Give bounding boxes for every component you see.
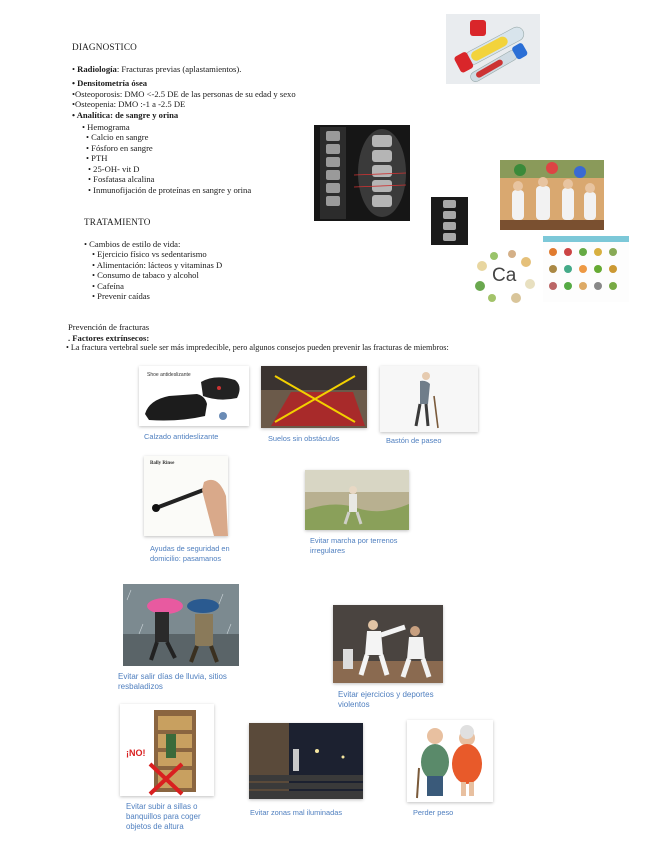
- spine-xray-image: [314, 125, 410, 221]
- caption-calzado: Calzado antideslizante: [144, 432, 219, 441]
- caption-zonas: Evitar zonas mal iluminadas: [250, 808, 343, 817]
- small-xray-image: [431, 197, 468, 245]
- exercise-class-image: [500, 160, 604, 230]
- radiologia-label: Radiología: [77, 64, 117, 74]
- radiologia-line: • Radiología: Fracturas previas (aplastamientos).: [72, 64, 242, 74]
- analitica-label: Analítica: de sangre y orina: [76, 110, 179, 120]
- analitica-item: • Hemograma: [82, 122, 130, 132]
- caption-ayudas-line: Ayudas de seguridad en: [150, 544, 230, 553]
- grab-bar-image: [144, 456, 228, 536]
- caption-deportes-line: violentos: [338, 700, 370, 709]
- calcium-foods-image: [470, 246, 540, 306]
- analitica-item-text: Fosfatasa alcalina: [93, 174, 155, 184]
- osteoporosis-line: •Osteoporosis: DMO <-2.5 DE de las personas de su edad y sexo: [72, 89, 296, 99]
- vitamin-foods-grid-image: [543, 236, 629, 302]
- analitica-item: • Inmunofijación de proteínas en sangre y orina: [88, 185, 252, 195]
- analitica-item-text: 25-OH- vit D: [93, 164, 140, 174]
- prevencion-intro-text: La fractura vertebral suele ser más impredecible, pero algunos consejos pueden prevenir las fracturas de miembros:: [70, 343, 449, 352]
- walking-cane-image: [380, 366, 478, 432]
- caption-ayudas-line: domicilio: pasamanos: [150, 554, 222, 563]
- analitica-item-text: Hemograma: [87, 122, 130, 132]
- caption-deportes: [338, 690, 434, 710]
- clear-floor-image: [261, 366, 367, 428]
- tratamiento-item: • Cafeína: [92, 281, 124, 291]
- shoe-label: Shoe antideslizante: [147, 372, 191, 378]
- no-label: ¡NO!: [126, 748, 146, 758]
- tratamiento-main-text: Cambios de estilo de vida:: [89, 239, 181, 249]
- factores-label: . Factores extrínsecos:: [68, 333, 150, 343]
- tratamiento-item: • Alimentación: lácteos y vitaminas D: [92, 260, 223, 270]
- prevencion-heading: Prevención de fracturas: [68, 322, 150, 332]
- tratamiento-heading: TRATAMIENTO: [84, 217, 151, 227]
- caption-sillas-line: objetos de altura: [126, 822, 184, 831]
- caption-suelos: Suelos sin obstáculos: [268, 434, 340, 443]
- caption-lluvia-line: resbaladizos: [118, 682, 163, 691]
- uneven-terrain-image: [305, 470, 409, 530]
- tratamiento-item-text: Alimentación: lácteos y vitaminas D: [96, 260, 223, 270]
- analitica-item-text: Calcio en sangre: [91, 132, 149, 142]
- martial-arts-image: [333, 605, 443, 683]
- densitometria-line: • Densitometría ósea: [72, 78, 148, 88]
- caption-sillas-line: banquillos para coger: [126, 812, 201, 821]
- caption-baston: Bastón de paseo: [386, 436, 442, 445]
- osteopenia-line: •Osteopenia: DMO :-1 a -2.5 DE: [72, 99, 186, 109]
- lose-weight-image: [407, 720, 493, 802]
- diagnostico-heading: DIAGNOSTICO: [72, 42, 137, 52]
- analitica-item: • PTH: [86, 153, 108, 163]
- caption-peso: Perder peso: [413, 808, 454, 817]
- tratamiento-item: • Consumo de tabaco y alcohol: [92, 270, 199, 280]
- caption-deportes-line: Evitar ejercicios y deportes: [338, 690, 434, 699]
- densitometria-label: Densitometría ósea: [77, 78, 148, 88]
- osteopenia-text: Osteopenia: DMO :-1 a -2.5 DE: [75, 99, 186, 109]
- osteoporosis-text: Osteoporosis: DMO <-2.5 DE de las personas de su edad y sexo: [75, 89, 296, 99]
- caption-marcha: [310, 536, 398, 556]
- caption-ayudas: [150, 544, 230, 564]
- analitica-line: • Analítica: de sangre y orina: [72, 110, 179, 120]
- tratamiento-main: • Cambios de estilo de vida:: [84, 239, 181, 249]
- analitica-item: • Fósforo en sangre: [86, 143, 153, 153]
- tratamiento-item-text: Prevenir caídas: [97, 291, 150, 301]
- analitica-item: • Calcio en sangre: [86, 132, 149, 142]
- blood-tubes-image: [446, 14, 540, 84]
- tratamiento-item-text: Consumo de tabaco y alcohol: [97, 270, 199, 280]
- analitica-item: • 25-OH- vit D: [88, 164, 140, 174]
- caption-marcha-line: Evitar marcha por terrenos: [310, 536, 398, 545]
- rail-label: Bally Rinse: [150, 461, 175, 466]
- radiologia-text: : Fracturas previas (aplastamientos).: [116, 64, 242, 74]
- analitica-item: • Fosfatasa alcalina: [88, 174, 155, 184]
- calcium-label: Ca: [492, 265, 517, 286]
- tratamiento-item: • Ejercicio físico vs sedentarismo: [92, 249, 207, 259]
- tratamiento-item-text: Cafeína: [97, 281, 124, 291]
- dark-stairs-image: [249, 723, 363, 799]
- analitica-item-text: Fósforo en sangre: [91, 143, 153, 153]
- prevencion-intro-line: • La fractura vertebral suele ser más impredecible, pero algunos consejos pueden prevenir las fracturas de miembros:: [66, 343, 449, 352]
- anti-slip-shoe-image: [139, 366, 249, 426]
- tratamiento-item: • Prevenir caídas: [92, 291, 150, 301]
- climbing-chair-warning-image: [120, 704, 214, 796]
- rainy-street-image: [123, 584, 239, 666]
- caption-lluvia-line: Evitar salir días de lluvia, sitios: [118, 672, 227, 681]
- analitica-item-text: Inmunofijación de proteínas en sangre y orina: [93, 185, 252, 195]
- caption-sillas-line: Evitar subir a sillas o: [126, 802, 198, 811]
- caption-marcha-line: irregulares: [310, 546, 345, 555]
- analitica-item-text: PTH: [91, 153, 108, 163]
- tratamiento-item-text: Ejercicio físico vs sedentarismo: [97, 249, 207, 259]
- caption-lluvia: [118, 672, 227, 692]
- caption-sillas: [126, 802, 201, 832]
